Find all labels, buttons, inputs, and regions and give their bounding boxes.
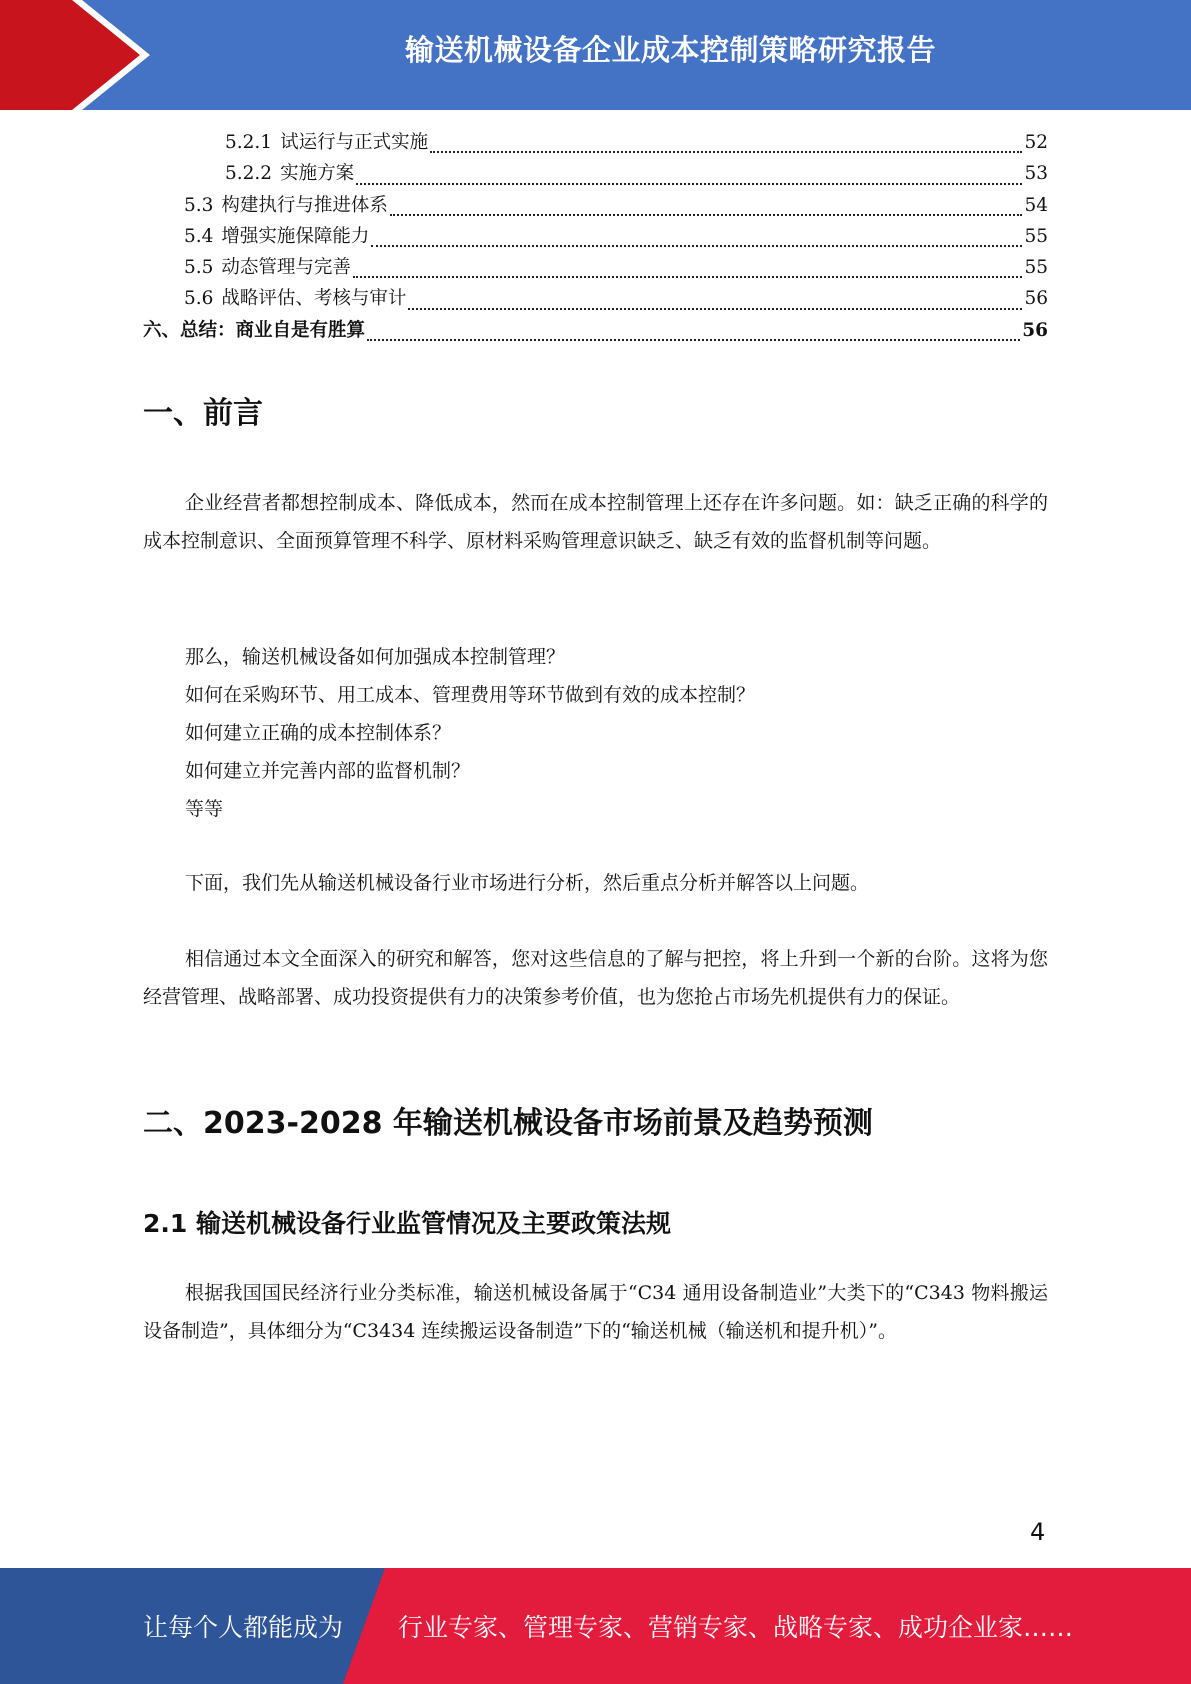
toc-leader <box>353 276 1022 278</box>
toc-page: 55 <box>1024 257 1048 279</box>
toc-label: 六、总结：商业自是有胜算 <box>143 319 366 341</box>
toc-leader <box>367 339 1020 341</box>
toc-entry[interactable] <box>143 316 1048 347</box>
toc-page: 56 <box>1022 319 1048 341</box>
toc-label: 增强实施保障能力 <box>221 225 370 247</box>
toc-entry[interactable] <box>143 159 1048 190</box>
page-number: 4 <box>1030 1518 1046 1546</box>
toc-entry[interactable] <box>143 253 1048 284</box>
toc-page: 56 <box>1024 288 1048 310</box>
footer-slogan-right: 行业专家、管理专家、营销专家、战略专家、成功企业家…… <box>398 1613 1074 1642</box>
toc-entry[interactable] <box>143 191 1048 222</box>
question-list <box>185 638 755 828</box>
question-item: 如何建立并完善内部的监督机制？ <box>185 760 471 782</box>
toc-entry[interactable] <box>143 222 1048 253</box>
question-item: 如何建立正确的成本控制体系？ <box>185 722 452 744</box>
report-title: 输送机械设备企业成本控制策略研究报告 <box>404 33 936 67</box>
section-heading-preface: 一、前言 <box>143 396 263 431</box>
toc-label: 动态管理与完善 <box>221 257 351 279</box>
page-header <box>0 0 1191 110</box>
toc-number: 5.5 <box>184 257 214 279</box>
toc-number: 5.4 <box>184 225 214 247</box>
page-footer <box>0 1568 1191 1684</box>
toc-page: 54 <box>1024 194 1048 216</box>
toc-label: 实施方案 <box>280 163 355 185</box>
body-paragraph: 根据我国国民经济行业分类标准，输送机械设备属于“C34 通用设备制造业”大类下的“C343 物料搬运设备制造”，具体细分为“C3434 连续搬运设备制造”下的“输送机械（输送机和提升机）”。 <box>143 1282 1048 1342</box>
footer-slogan-left: 让每个人都能成为 <box>143 1613 344 1642</box>
toc-number: 5.2.1 <box>225 132 273 153</box>
toc-leader <box>371 245 1022 247</box>
question-item: 等等 <box>185 798 224 820</box>
question-item: 如何在采购环节、用工成本、管理费用等环节做到有效的成本控制？ <box>185 684 756 706</box>
toc-entry[interactable] <box>143 284 1048 315</box>
toc-page: 52 <box>1024 132 1048 153</box>
preface-paragraph: 企业经营者都想控制成本、降低成本，然而在成本控制管理上还存在许多问题。如：缺乏正确的科学的成本控制意识、全面预算管理不科学、原材料采购管理意识缺乏、缺乏有效的监督机制等问题。 <box>143 492 1048 552</box>
header-chevron-icon <box>0 0 140 110</box>
toc-leader <box>356 183 1022 185</box>
question-item: 那么，输送机械设备如何加强成本控制管理？ <box>185 646 566 668</box>
toc-number: 5.3 <box>184 194 214 216</box>
toc-leader <box>430 151 1022 153</box>
preface-paragraph: 相信通过本文全面深入的研究和解答，您对这些信息的了解与把控，将上升到一个新的台阶。这将为您经营管理、战略部署、成功投资提供有力的决策参考价值，也为您抢占市场先机提供有力的保证。 <box>143 948 1048 1008</box>
toc-entry[interactable] <box>143 128 1048 159</box>
section-heading-market: 二、2023-2028 年输送机械设备市场前景及趋势预测 <box>143 1106 873 1141</box>
toc-leader <box>390 214 1022 216</box>
toc-page: 53 <box>1024 163 1048 185</box>
toc-leader <box>408 308 1022 310</box>
subsection-heading: 2.1 输送机械设备行业监管情况及主要政策法规 <box>143 1209 671 1238</box>
table-of-contents <box>143 128 1048 347</box>
toc-label: 试运行与正式实施 <box>280 132 429 153</box>
toc-label: 战略评估、考核与审计 <box>221 288 407 310</box>
toc-number: 5.6 <box>184 288 214 310</box>
toc-page: 55 <box>1024 225 1048 247</box>
toc-label: 构建执行与推进体系 <box>221 194 388 216</box>
preface-paragraph: 下面，我们先从输送机械设备行业市场进行分析，然后重点分析并解答以上问题。 <box>185 872 870 894</box>
toc-number: 5.2.2 <box>225 163 273 185</box>
